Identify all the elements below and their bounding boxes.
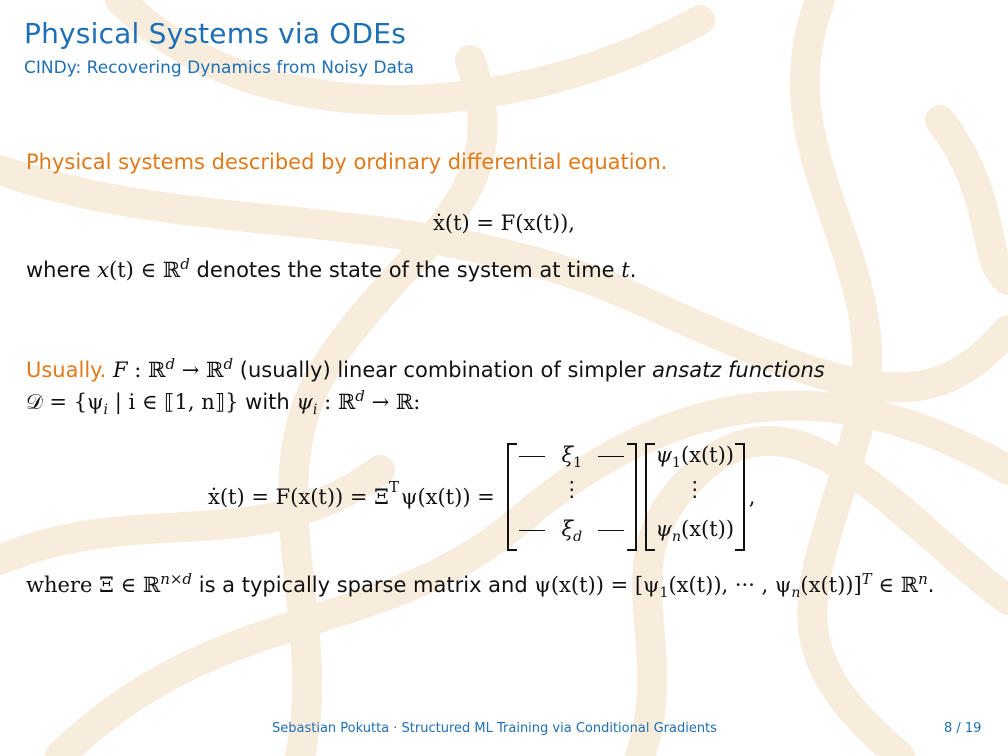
- xi-row-d-rule-right: [598, 530, 624, 531]
- state-where: where: [26, 258, 91, 282]
- state-space: (t) ∈ ℝ: [109, 258, 181, 282]
- xi-d-sub: d: [573, 529, 583, 546]
- usually-text: (usually) linear combination of simpler: [239, 358, 646, 382]
- sparse-nd: n×d: [160, 570, 193, 588]
- psi-vector-left-bracket: [645, 443, 655, 551]
- xi-d: ξ: [561, 517, 574, 541]
- sparse-text: is a typically sparse matrix and: [198, 573, 528, 597]
- dictionary-end: → ℝ:: [371, 390, 421, 414]
- state-time: t: [621, 258, 630, 282]
- sparse-psi-1: 1: [659, 585, 669, 602]
- footer-author-talk: Sebastian Pokutta · Structured ML Training via Conditional Gradients: [272, 721, 717, 736]
- psi-n-sub: n: [671, 529, 681, 546]
- sparse-line: [26, 570, 934, 601]
- sparse-psi: ψ(x(t)) = [ψ: [534, 573, 660, 597]
- dictionary-with: with: [245, 390, 290, 414]
- usually-d1: d: [165, 355, 176, 373]
- dictionary-set: 𝒟 = {ψ: [26, 390, 104, 414]
- usually-label: Usually.: [26, 358, 107, 382]
- xi-row-d-rule-left: [519, 530, 545, 531]
- dictionary-i: i: [103, 402, 109, 419]
- dictionary-index: | i ∈ ⟦1, n⟧}: [114, 390, 239, 414]
- psi-1-arg: (x(t)): [680, 443, 734, 467]
- dictionary-map: : ℝ: [324, 390, 356, 414]
- psi-n-arg: (x(t)): [681, 517, 735, 541]
- dictionary-line: [26, 387, 420, 418]
- state-text: denotes the state of the system at time: [196, 258, 615, 282]
- xi-row-1-rule-left: [519, 456, 545, 457]
- xi-row-1: [519, 443, 625, 471]
- xi-row-1-rule-right: [598, 456, 624, 457]
- footer-page-number: 8 / 19: [944, 721, 982, 736]
- usually-ansatz: ansatz functions: [652, 358, 825, 382]
- state-definition: [26, 255, 636, 282]
- state-x: x: [97, 258, 110, 282]
- xi-row-1-dash-left: [519, 441, 547, 442]
- sparse-xi: where Ξ ∈ ℝ: [26, 573, 161, 597]
- xi-1-sub: 1: [573, 455, 583, 472]
- xi-matrix-right-bracket: [627, 443, 637, 551]
- psi-row-n: [655, 517, 735, 545]
- psi-row-1: [655, 443, 735, 471]
- sparse-mid: (x(t)), ··· , ψ: [668, 573, 792, 597]
- xi-matrix-left-bracket: [507, 443, 517, 551]
- dictionary-i2: i: [312, 402, 318, 419]
- state-end: .: [629, 258, 637, 282]
- state-dim: d: [180, 255, 190, 273]
- usually-d2: d: [223, 355, 234, 373]
- xi-row-d: [519, 517, 625, 545]
- slide-title: Physical Systems via ODEs: [24, 17, 406, 50]
- intro-heading: Physical systems described by ordinary differential equation.: [26, 150, 668, 174]
- xi-1: ξ: [561, 443, 574, 467]
- matrix-eq-comma: ,: [748, 485, 756, 509]
- psi-1-sub: 1: [672, 455, 681, 472]
- psi-vector-right-bracket: [735, 443, 745, 551]
- usually-arrow: → ℝ: [181, 358, 224, 382]
- psi-n: ψ: [655, 517, 672, 541]
- usually-map: : ℝ: [134, 358, 166, 382]
- matrix-eq-T: T: [388, 478, 399, 496]
- sparse-end: .: [927, 573, 935, 597]
- sparse-close: (x(t))]: [800, 573, 862, 597]
- sparse-T: T: [861, 570, 872, 588]
- usually-F: F: [112, 358, 128, 382]
- sparse-in: ∈ ℝ: [878, 573, 919, 597]
- psi-vdots: ⋮: [684, 477, 706, 501]
- ode-equation: ẋ(t) = F(x(t)),: [433, 211, 575, 235]
- dictionary-psi: ψ: [296, 390, 313, 414]
- slide-subtitle: CINDy: Recovering Dynamics from Noisy Data: [24, 58, 415, 78]
- matrix-equation: [208, 442, 755, 552]
- psi-vector: [645, 443, 745, 551]
- psi-1: ψ: [655, 443, 673, 467]
- sparse-psi-n: n: [791, 585, 801, 602]
- dictionary-d: d: [355, 387, 365, 405]
- usually-line: [26, 355, 825, 382]
- matrix-eq-lhs: ẋ(t) = F(x(t)) = Ξ: [208, 485, 389, 509]
- sparse-n: n: [918, 570, 928, 588]
- xi-vdots: ⋮: [561, 477, 583, 501]
- matrix-eq-psi: ψ(x(t)) =: [400, 485, 495, 509]
- xi-matrix: [507, 443, 637, 551]
